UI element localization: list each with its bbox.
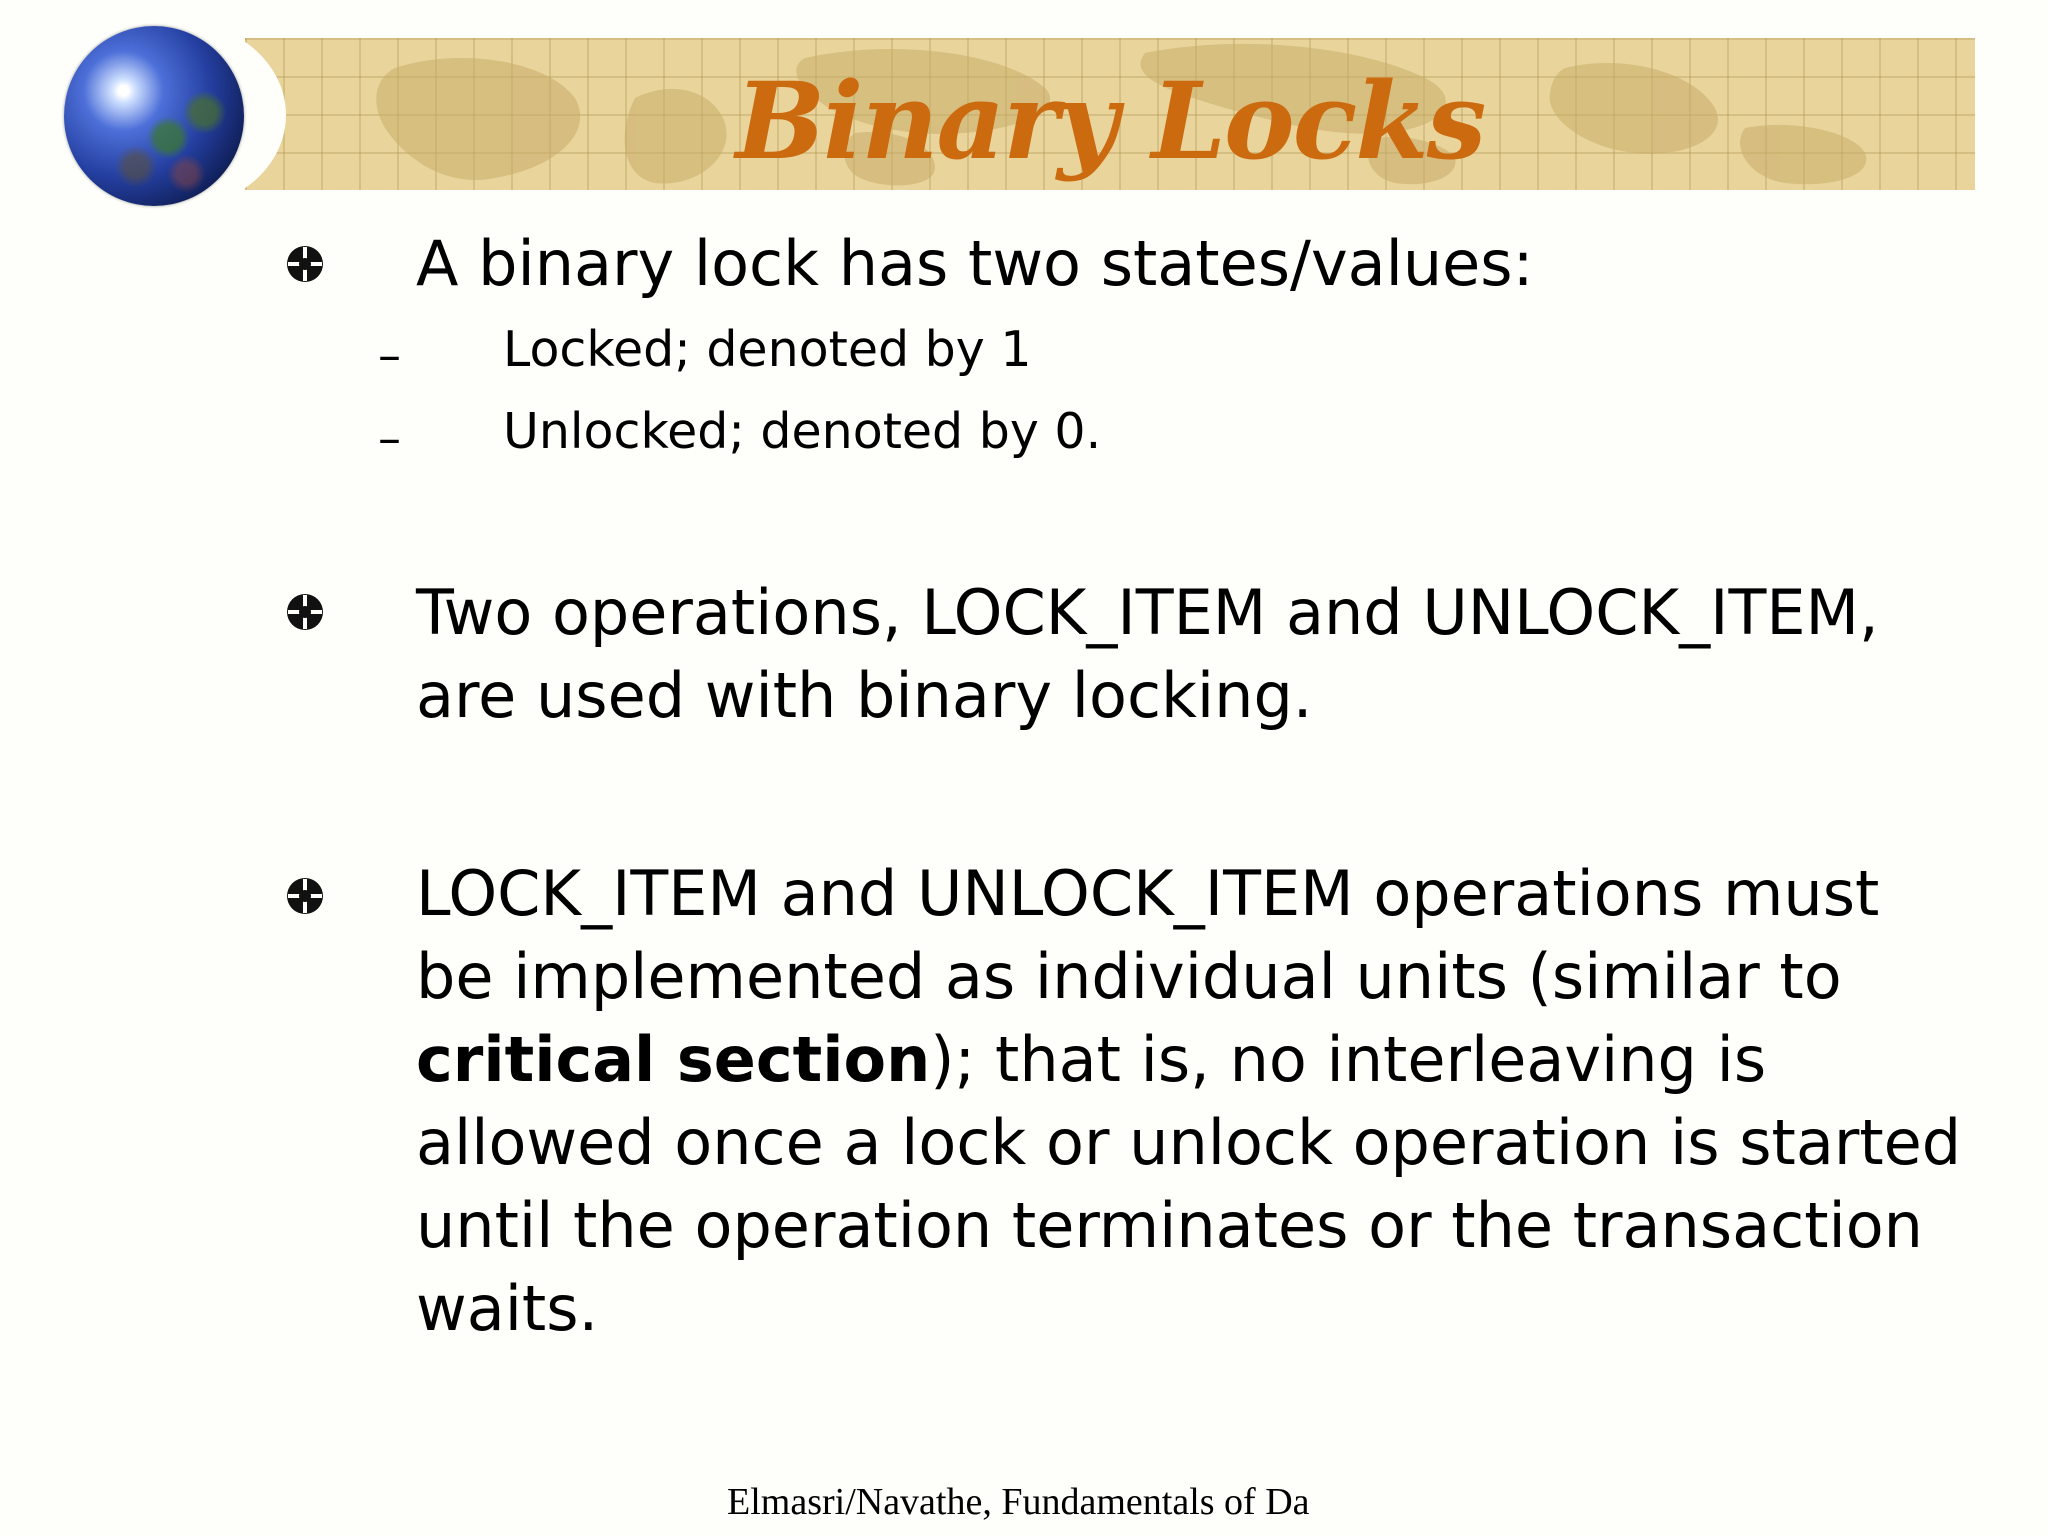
- bullet-3-text: [416, 852, 1961, 1350]
- bullet-3-line-rest: ); that is, no interleaving is: [930, 1023, 1767, 1096]
- bullet-3-line: [416, 1018, 1961, 1101]
- globe-icon: [64, 26, 244, 206]
- sub-bullet-unlocked: Unlocked; denoted by 0.: [503, 403, 1102, 460]
- crosshair-bullet-icon: [285, 592, 325, 632]
- slide-footer: Elmasri/Navathe, Fundamentals of Da: [727, 1481, 1310, 1523]
- crosshair-bullet-icon: [285, 244, 325, 284]
- crosshair-bullet-icon: [285, 876, 325, 916]
- critical-section-term: critical section: [416, 1023, 931, 1096]
- sub-bullet-locked: Locked; denoted by 1: [503, 321, 1032, 378]
- sub-bullet-dash: –: [378, 328, 401, 382]
- bullet-3-line: waits.: [416, 1272, 599, 1345]
- bullet-2-line: are used with binary locking.: [416, 659, 1313, 732]
- bullet-2-text: [416, 571, 1879, 737]
- bullet-3-line: until the operation terminates or the transaction: [416, 1189, 1923, 1262]
- bullet-1-text: A binary lock has two states/values:: [416, 227, 1534, 300]
- bullet-3-line: be implemented as individual units (similar to: [416, 940, 1842, 1013]
- bullet-3-line: LOCK_ITEM and UNLOCK_ITEM operations must: [416, 857, 1880, 930]
- bullet-2-line: Two operations, LOCK_ITEM and UNLOCK_ITEM,: [416, 576, 1879, 649]
- sub-bullet-dash: –: [378, 411, 401, 465]
- bullet-3-line: allowed once a lock or unlock operation is started: [416, 1106, 1962, 1179]
- slide-title: Binary Locks: [735, 58, 1485, 183]
